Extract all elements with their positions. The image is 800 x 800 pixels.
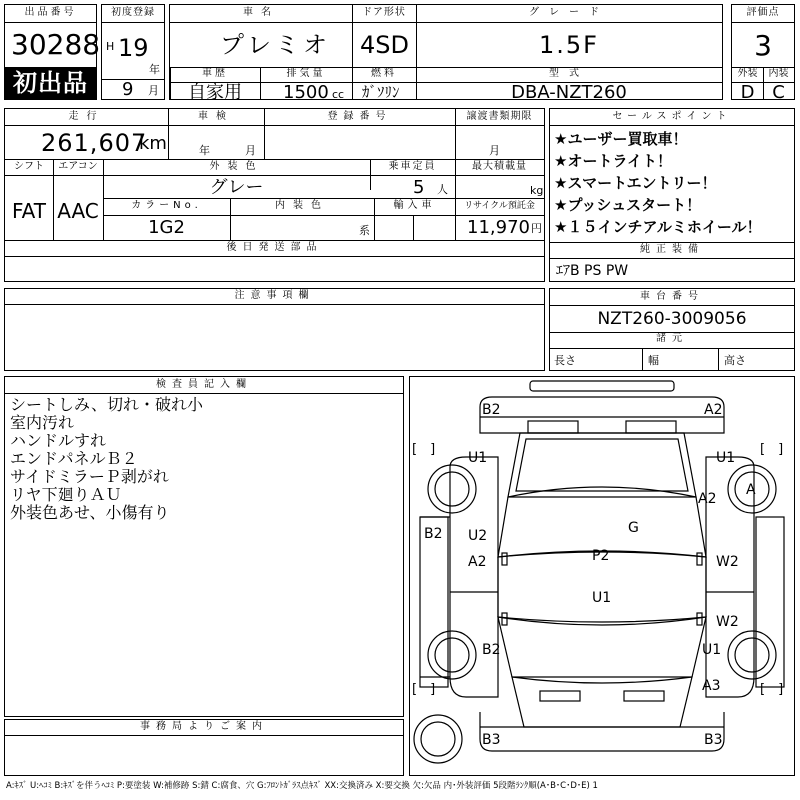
damage-mark: B2: [482, 642, 501, 658]
mileage-label: 走行: [68, 111, 105, 122]
legend: A:ｷｽﾞ U:ﾍｺﾐ B:ｷｽﾞを伴うﾍｺﾐ P:要塗装 W:補修跡 S:錆 C:腐食、穴 G:ﾌﾛﾝﾄｶﾞﾗｽ点ｷｽﾞ XX:交換済み X:要交換 欠:欠品 内･外装評価 5段階ﾗﾝｸ順(A･B･C･D･E) 1: [6, 781, 598, 791]
import-label: 輸入車: [393, 200, 436, 211]
damage-mark: U1: [468, 450, 488, 466]
recycle-amount: 11,970: [467, 217, 530, 238]
door-label: ドア形状: [362, 7, 406, 18]
inspector-label: 検査員記入欄: [156, 379, 252, 390]
lot-number: 30288: [11, 28, 101, 61]
transfer-label: 譲渡書類期限: [466, 111, 533, 122]
color-no-label: カラーNo.: [131, 200, 202, 211]
damage-mark: A2: [704, 402, 723, 418]
grade-label: グレード: [529, 7, 609, 18]
specs-box: [4, 108, 545, 241]
interior-label: 内装: [768, 68, 789, 79]
inspector-note: ハンドルすれ: [10, 431, 107, 450]
capacity-label: 乗車定員: [388, 161, 437, 172]
first-listing-text: 初出品: [13, 69, 88, 97]
sales-points-box: [549, 108, 795, 282]
sales-point: ★ユーザー買取車！: [554, 130, 688, 148]
first-registration-box: [101, 4, 165, 100]
grade: 1.5F: [539, 31, 599, 59]
ac: AAC: [57, 199, 99, 223]
capacity: 5: [413, 177, 425, 198]
damage-mark: U1: [592, 590, 612, 606]
model-label: 型式: [549, 68, 589, 79]
inspection-month-unit: 月: [245, 144, 256, 157]
bracket-label: [ ]: [412, 442, 436, 457]
damage-mark: U2: [468, 528, 488, 544]
damage-mark: A2: [468, 554, 487, 570]
first-reg-month: 9: [122, 79, 134, 100]
lot-number-label: 出品番号: [24, 7, 77, 18]
month-unit: 月: [148, 84, 159, 97]
mileage-unit: km: [139, 133, 167, 154]
bracket-label: [ ]: [760, 682, 784, 697]
sales-point: ★１５インチアルミホイール！: [554, 218, 762, 236]
inspector-note: 室内汚れ: [10, 413, 75, 432]
dims-label: 諸元: [656, 333, 688, 344]
shift-label: シフト: [14, 161, 44, 172]
length-label: 長さ: [554, 354, 576, 367]
history: 自家用: [188, 82, 242, 103]
displacement-label: 排気量: [286, 68, 326, 79]
history-label: 車歴: [202, 68, 228, 79]
bracket-label: [ ]: [412, 682, 436, 697]
fuel-label: 燃料: [371, 68, 397, 79]
interior-grade: C: [772, 82, 785, 103]
int-color-label: 内装色: [275, 200, 329, 211]
damage-mark: A: [746, 482, 756, 498]
load-label: 最大積載量: [472, 161, 527, 172]
transfer-month-unit: 月: [489, 144, 500, 157]
load-unit: kg: [530, 184, 544, 197]
damage-mark: W2: [716, 614, 739, 630]
width-label: 幅: [648, 354, 659, 367]
damage-mark: U1: [716, 450, 736, 466]
displacement: 1500: [283, 82, 329, 103]
height-label: 高さ: [724, 354, 746, 367]
fuel: ｶﾞｿﾘﾝ: [362, 83, 400, 101]
door-type: 4SD: [360, 31, 409, 59]
car-diagram: [409, 376, 795, 776]
recycle-unit: 円: [531, 222, 542, 235]
notes-label: 注意事項欄: [234, 290, 315, 301]
inspector-note: サイドミラーＰ剥がれ: [10, 467, 169, 486]
sales-point: ★プッシュスタート！: [554, 196, 702, 214]
first-reg-year: 19: [118, 34, 149, 62]
inspector-note: シートしみ、切れ・破れ小: [10, 395, 203, 414]
car-name: プレミオ: [220, 31, 332, 59]
damage-mark: B2: [424, 526, 443, 542]
damage-mark: A2: [698, 491, 717, 507]
sales-points-label: セールスポイント: [612, 111, 732, 122]
first-reg-label: 初度登録: [111, 7, 155, 18]
bracket-label: [ ]: [760, 442, 784, 457]
equipment-label: 純正装備: [640, 244, 704, 255]
inspector-note: 外装色あせ、小傷有り: [10, 503, 170, 522]
score-box: [731, 4, 795, 103]
int-color-suffix: 系: [359, 224, 370, 237]
damage-mark: A3: [702, 678, 721, 694]
mileage: 261,607: [41, 129, 148, 157]
equipment: ｴｱB PS PW: [556, 263, 629, 279]
inspector-note: リヤ下廻りＡＵ: [10, 485, 122, 504]
inspector-box: [4, 376, 404, 717]
inspection-label: 車検: [198, 111, 234, 122]
damage-mark: G: [628, 520, 639, 536]
inspection-year-unit: 年: [199, 144, 210, 157]
era: H: [106, 40, 115, 53]
damage-mark: U1: [702, 642, 722, 658]
ext-color: グレー: [209, 177, 264, 198]
reg-no-label: 登録番号: [327, 111, 392, 122]
damage-mark: W2: [716, 554, 739, 570]
recycle-label: リサイクル預託金: [464, 201, 535, 211]
sales-point: ★オートライト！: [554, 152, 672, 170]
car-name-label: 車名: [243, 7, 279, 18]
damage-mark: B2: [482, 402, 501, 418]
office-box: [4, 719, 404, 776]
chassis-label: 車台番号: [640, 291, 704, 302]
score-label: 評価点: [746, 7, 780, 18]
displacement-unit: cc: [332, 88, 345, 101]
damage-mark: P2: [592, 548, 610, 564]
shift: FAT: [11, 199, 46, 223]
notes-box: [4, 288, 545, 371]
model: DBA-NZT260: [511, 82, 627, 103]
ext-color-label: 外装色: [209, 161, 264, 172]
chassis-box: [549, 288, 795, 371]
capacity-unit: 人: [437, 183, 448, 196]
exterior-label: 外装: [737, 68, 758, 79]
score: 3: [754, 29, 772, 62]
color-no: 1G2: [148, 217, 185, 238]
damage-mark: B3: [482, 732, 501, 748]
lot-number-box: [4, 4, 101, 100]
chassis-number: NZT260-3009056: [597, 309, 747, 329]
later-parts-label: 後日発送部品: [226, 242, 323, 253]
year-unit: 年: [149, 63, 160, 76]
damage-mark: B3: [704, 732, 723, 748]
vehicle-info-box: [169, 4, 723, 103]
office-label: 事務局よりご案内: [140, 721, 268, 732]
later-parts-box: [4, 241, 545, 282]
car-outline-drawing: [410, 377, 794, 775]
exterior-grade: D: [740, 82, 755, 103]
ac-label: エアコン: [58, 161, 98, 172]
inspector-note: エンドパネルＢ２: [10, 449, 138, 468]
sales-point: ★スマートエントリー！: [554, 174, 717, 192]
